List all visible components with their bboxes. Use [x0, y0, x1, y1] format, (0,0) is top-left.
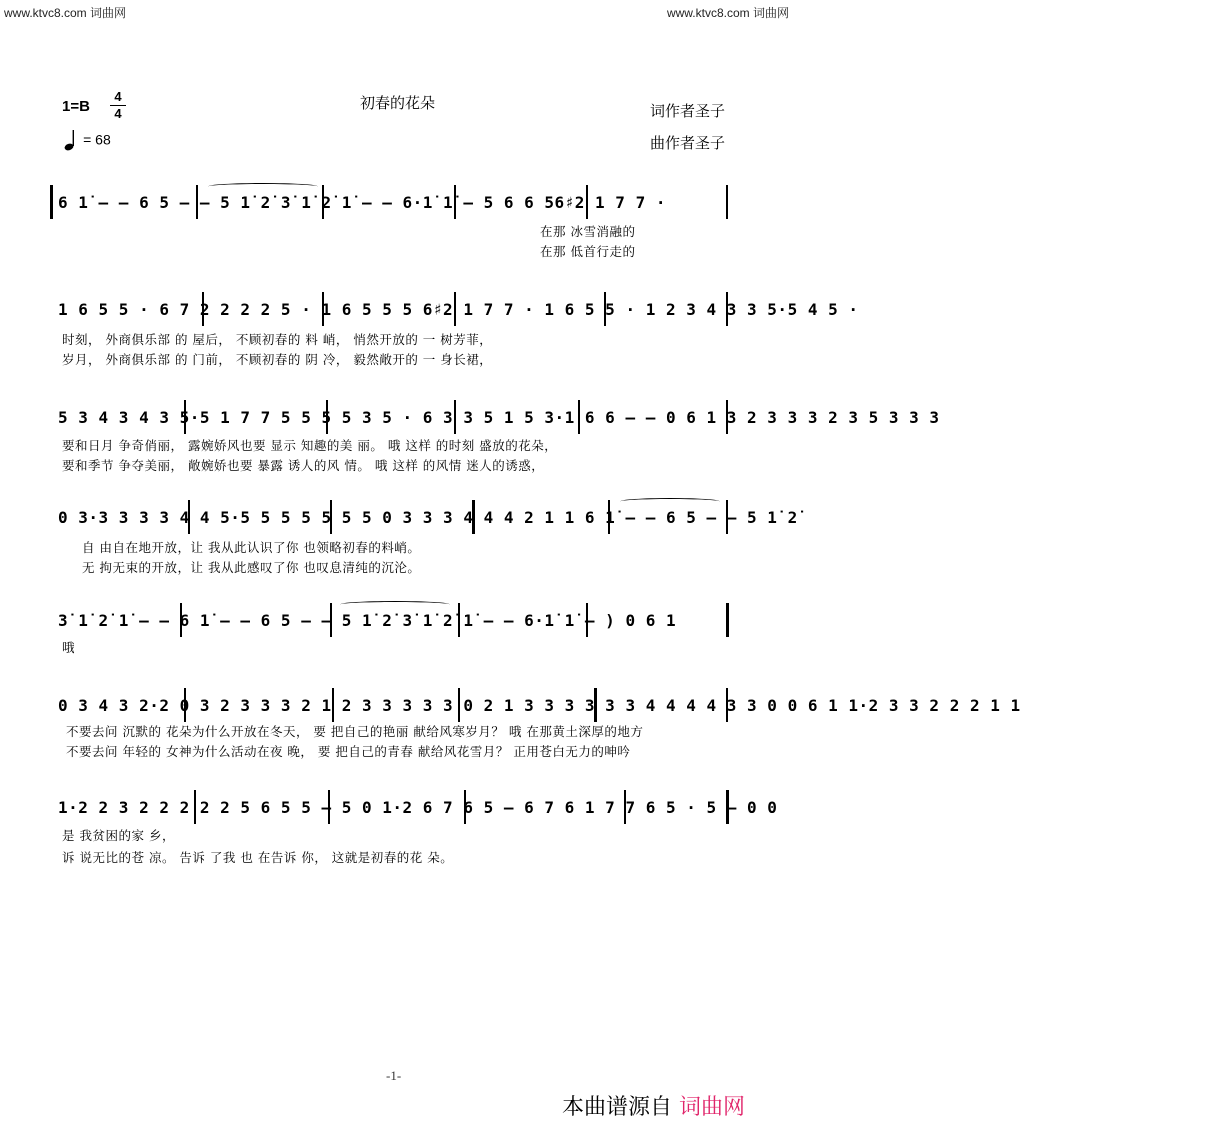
composer-credit: 曲作者圣子 — [650, 134, 726, 152]
watermark-right: www.ktvc8.com 词曲网 — [666, 6, 789, 20]
notation-line-7: 1·2 2 3 2 2 2 2 2 5 6 5 5 — 5 0 1·2 6 7 6 5 — 6 7 6 1 7 7 6 5 · 5 — 0 0 — [58, 798, 778, 817]
slur-mark — [208, 183, 318, 190]
tempo-marking — [64, 128, 111, 152]
lyric-2-verse-2: 岁月， 外商俱乐部 的 门前， 不顾初春的 阴 冷， 毅然敞开的 一 身长裙， — [62, 352, 493, 367]
slur-mark — [620, 498, 720, 505]
lyric-6-verse-2: 不要去问 年轻的 女神为什么活动在夜 晚， 要 把自己的青春 献给风花雪月？ 正用苍白无力的呻吟 — [66, 744, 631, 759]
score-system-2 — [50, 292, 859, 328]
lyric-1-verse-2: 在那 低首行走的 — [540, 244, 636, 259]
key-signature: 1=B — [62, 98, 90, 115]
source-prefix: 本曲谱源自 — [562, 1095, 673, 1120]
time-signature — [110, 90, 126, 121]
watermark-left: www.ktvc8.com 词曲网 — [4, 6, 127, 20]
notation-line-6: 0 3 4 3 2·2 0 3 2 3 3 3 2 1 2 3 3 3 3 3 0 2 1 3 3 3 3 3 3 4 4 4 4 3 3 0 0 6 1 1·2 3 3 2 2 2 1 1 — [58, 696, 1021, 715]
score-system-7 — [50, 790, 778, 826]
lyric-4-verse-2: 无 拘无束的开放，让 我从此感叹了你 也叹息清纯的沉沦。 — [82, 560, 421, 575]
lyric-2-verse-1: 时刻， 外商俱乐部 的 屋后， 不顾初春的 料 峭， 悄然开放的 一 树芳菲， — [62, 332, 493, 347]
source-attribution — [562, 1090, 745, 1121]
page-number: -1- — [386, 1068, 402, 1083]
lyric-3-verse-2: 要和季节 争夺美丽， 敞婉娇也要 暴露 诱人的风 情。 哦 这样 的风情 迷人的诱惑， — [62, 458, 545, 473]
score-system-5 — [50, 603, 730, 639]
slur-mark — [340, 601, 450, 608]
score-system-4 — [50, 500, 798, 536]
tempo-value: = 68 — [83, 131, 111, 148]
score-system-6 — [50, 688, 1021, 724]
song-title: 初春的花朵 — [360, 94, 436, 112]
lyric-7-verse-2: 诉 说无比的苍 凉。 告诉 了我 也 在告诉 你， 这就是初春的花 朵。 — [62, 850, 454, 865]
notation-line-2: 1 6 5 5 · 6 7 2 2 2 2 5 · 1 6 5 5 5 6♯2 1 7 7 · 1 6 5 5 · 1 2 3 4 3 3 5·5 4 5 · — [58, 300, 859, 319]
repeat-start-barline — [50, 185, 53, 219]
lyric-4-verse-1: 自 由自在地开放，让 我从此认识了你 也领略初春的料峭。 — [82, 540, 421, 555]
time-signature-top: 4 — [114, 89, 122, 104]
lyric-6-verse-1: 不要去问 沉默的 花朵为什么开放在冬天， 要 把自己的艳丽 献给风寒岁月？ 哦 在那黄土深厚的地方 — [66, 724, 644, 739]
quarter-note-icon — [64, 128, 78, 152]
notation-line-3: 5 3 4 3 4 3 5·5 1 7 7 5 5 5 5 3 5 · 6 3 3 5 1 5 3·1 6 6 — — 0 6 1 3 2 3 3 3 2 3 5 3 3 3 — [58, 408, 940, 427]
notation-line-4: 0 3·3 3 3 3 4 4 5·5 5 5 5 5 5 5 0 3 3 3 4 4 4 2 1 1 6 1̇ — — 6 5 — — 5 1̇ 2̇ — [58, 508, 798, 527]
notation-line-1: 6 1̇ — — 6 5 — — 5 1̇ 2̇ 3̇ 1̇ 2̇ 1̇ — — 6·1̇ 1̇ — 5 6 6 56♯2 1 7 7 · — [58, 193, 666, 212]
lyric-5-verse-1: 哦 — [62, 640, 76, 655]
lyricist-credit: 词作者圣子 — [650, 102, 726, 120]
lyric-7-verse-1: 是 我贫困的家 乡， — [62, 828, 175, 843]
lyric-3-verse-1: 要和日月 争奇俏丽， 露婉娇风也要 显示 知趣的美 丽。 哦 这样 的时刻 盛放的花朵， — [62, 438, 558, 453]
time-signature-bottom: 4 — [114, 106, 122, 121]
notation-line-5: 3̇ 1̇ 2̇ 1̇ — — 6 1̇ — — 6 5 — — 5 1̇ 2̇ 3̇ 1̇ 2̇ 1̇ — — 6·1̇ 1̇ — ) 0 6 1 — [58, 611, 677, 630]
score-system-3 — [50, 400, 940, 436]
lyric-1-verse-1: 在那 冰雪消融的 — [540, 224, 636, 239]
score-system-1 — [50, 185, 730, 221]
source-brand-link[interactable]: 词曲网 — [679, 1095, 746, 1120]
